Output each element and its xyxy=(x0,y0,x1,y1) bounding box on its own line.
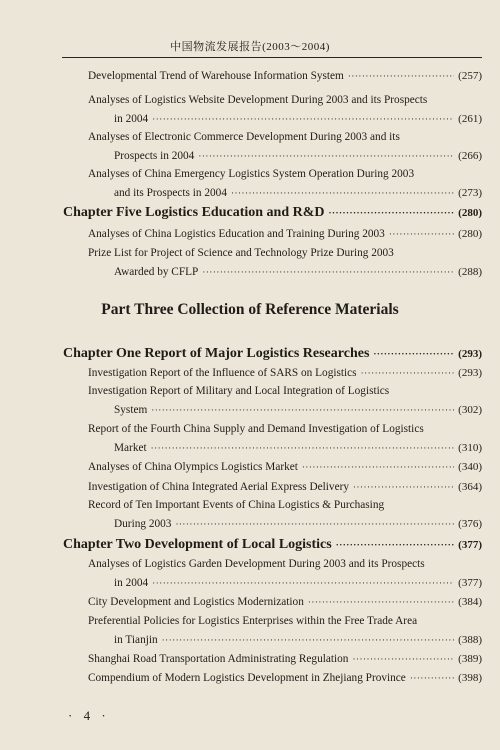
toc-entry-label: in Tianjin xyxy=(114,634,158,646)
toc-entry-label: Prospects in 2004 xyxy=(114,150,195,162)
toc-entry-page: (302) xyxy=(458,404,482,416)
toc-entry-page: (261) xyxy=(458,113,482,125)
leader-dots xyxy=(373,349,454,359)
toc-entry-label: and its Prospects in 2004 xyxy=(114,187,227,199)
toc-entry-page: (388) xyxy=(458,634,482,646)
toc-entry-label-line1: Record of Ten Important Events of China Logistics & Purchasing xyxy=(88,499,385,511)
toc-entry-page: (340) xyxy=(458,461,482,473)
toc-entry[interactable] xyxy=(114,634,482,646)
toc-entry[interactable] xyxy=(114,442,482,454)
leader-dots xyxy=(336,540,454,550)
leader-dots xyxy=(202,267,454,277)
toc-entry-page: (398) xyxy=(458,672,482,684)
leader-dots xyxy=(353,482,454,492)
toc-entry-page: (377) xyxy=(458,577,482,589)
leader-dots xyxy=(231,188,454,198)
toc-entry[interactable] xyxy=(88,461,482,473)
leader-dots xyxy=(175,519,454,529)
toc-entry[interactable] xyxy=(114,150,482,162)
toc-entry-label-line1: Analyses of Logistics Garden Development During 2003 and its Prospects xyxy=(88,558,425,570)
toc-entry-label-line1: Report of the Fourth China Supply and Demand Investigation of Logistics xyxy=(88,423,424,435)
leader-dots xyxy=(308,597,454,607)
toc-entry[interactable] xyxy=(88,367,482,379)
header-rule xyxy=(62,57,482,58)
toc-entry-label: Investigation of China Integrated Aerial Express Delivery xyxy=(88,481,350,493)
toc-entry[interactable] xyxy=(114,266,482,278)
toc-entry-label: System xyxy=(114,404,148,416)
toc-entry-label: in 2004 xyxy=(114,113,149,125)
toc-chapter-heading[interactable] xyxy=(63,346,482,362)
toc-entry[interactable] xyxy=(88,653,482,665)
page-number: · 4 · xyxy=(68,708,110,723)
leader-dots xyxy=(302,462,454,472)
toc-entry[interactable] xyxy=(114,518,482,530)
toc-entry-label: Analyses of China Logistics Education and Training During 2003 xyxy=(88,228,385,240)
chapter-page: (293) xyxy=(458,348,482,360)
toc-entry-page: (266) xyxy=(458,150,482,162)
leader-dots xyxy=(389,229,454,239)
leader-dots xyxy=(151,443,455,453)
toc-entry[interactable] xyxy=(88,596,482,608)
toc-entry-page: (293) xyxy=(458,367,482,379)
toc-entry-label-line1: Preferential Policies for Logistics Enterprises within the Free Trade Area xyxy=(88,615,418,627)
leader-dots xyxy=(152,578,454,588)
leader-dots xyxy=(162,635,455,645)
toc-entry-page: (280) xyxy=(458,228,482,240)
toc-entry[interactable] xyxy=(88,672,482,684)
toc-entry[interactable] xyxy=(114,187,482,199)
leader-dots xyxy=(352,654,454,664)
leader-dots xyxy=(198,151,454,161)
toc-entry-label: in 2004 xyxy=(114,577,149,589)
toc-entry-label: Awarded by CFLP xyxy=(114,266,199,278)
toc-entry-label-line1: Analyses of Logistics Website Development During 2003 and its Prospects xyxy=(88,94,428,106)
toc-entry-page: (273) xyxy=(458,187,482,199)
toc-entry-page: (389) xyxy=(458,653,482,665)
toc-entry-label: City Development and Logistics Modernization xyxy=(88,596,304,608)
toc-entry[interactable] xyxy=(114,577,482,589)
chapter-title: Chapter Two Development of Local Logistics xyxy=(63,537,332,552)
leader-dots xyxy=(348,71,454,81)
part-title[interactable]: Part Three Collection of Reference Materials xyxy=(101,301,399,318)
leader-dots xyxy=(152,114,454,124)
leader-dots xyxy=(328,208,454,218)
chapter-title: Chapter Five Logistics Education and R&D xyxy=(63,205,325,220)
toc-entry[interactable] xyxy=(88,70,482,82)
toc-entry[interactable] xyxy=(88,228,482,240)
leader-dots xyxy=(361,368,455,378)
leader-dots xyxy=(410,673,454,683)
toc-chapter-heading[interactable] xyxy=(63,537,482,553)
toc-entry-page: (376) xyxy=(458,518,482,530)
toc-chapter-heading[interactable] xyxy=(63,205,482,221)
toc-entry-label-line1: Analyses of Electronic Commerce Development During 2003 and its xyxy=(88,131,400,143)
toc-entry-page: (364) xyxy=(458,481,482,493)
toc-entry-label-line1: Investigation Report of Military and Local Integration of Logistics xyxy=(88,385,390,397)
running-header: 中国物流发展报告(2003～2004) xyxy=(170,41,330,53)
toc-entry[interactable] xyxy=(114,113,482,125)
toc-entry-page: (310) xyxy=(458,442,482,454)
toc-entry[interactable] xyxy=(88,481,482,493)
toc-entry-label-line1: Prize List for Project of Science and Technology Prize During 2003 xyxy=(88,247,394,259)
toc-entry-label: Developmental Trend of Warehouse Information System xyxy=(88,70,344,82)
toc-entry-label: Shanghai Road Transportation Administrating Regulation xyxy=(88,653,349,665)
toc-entry-label: Analyses of China Olympics Logistics Market xyxy=(88,461,298,473)
toc-entry[interactable] xyxy=(114,404,482,416)
toc-entry-page: (384) xyxy=(458,596,482,608)
toc-entry-label-line1: Analyses of China Emergency Logistics System Operation During 2003 xyxy=(88,168,415,180)
toc-entry-label: Market xyxy=(114,442,147,454)
toc-entry-label: During 2003 xyxy=(114,518,172,530)
chapter-page: (280) xyxy=(458,207,482,219)
toc-entry-page: (257) xyxy=(458,70,482,82)
chapter-page: (377) xyxy=(458,539,482,551)
toc-entry-label: Investigation Report of the Influence of SARS on Logistics xyxy=(88,367,357,379)
toc-entry-page: (288) xyxy=(458,266,482,278)
toc-entry-label: Compendium of Modern Logistics Development in Zhejiang Province xyxy=(88,672,406,684)
chapter-title: Chapter One Report of Major Logistics Researches xyxy=(63,346,370,361)
leader-dots xyxy=(151,405,454,415)
